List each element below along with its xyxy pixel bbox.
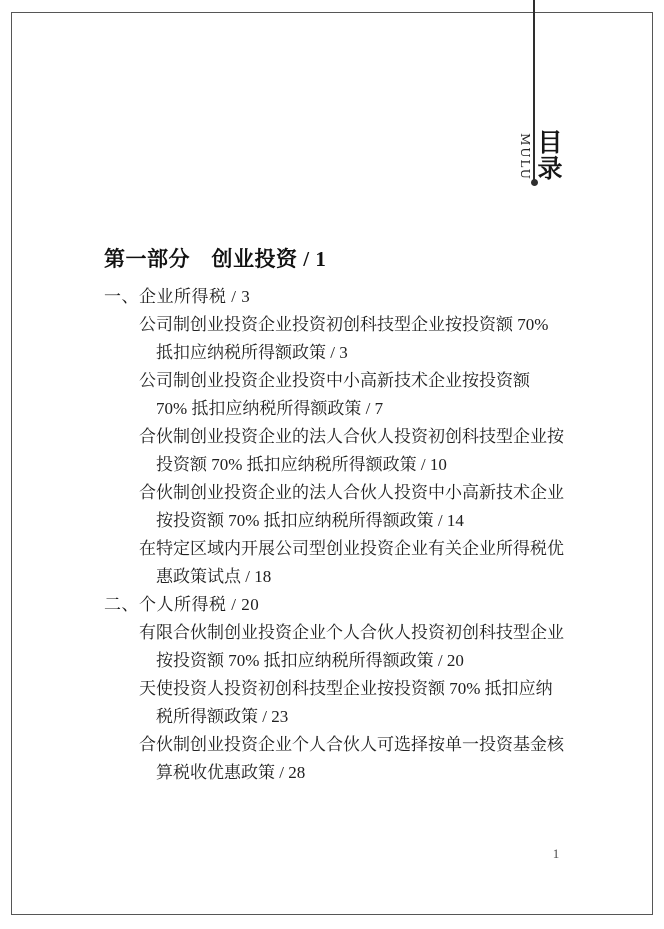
- toc-item-line: 有限合伙制创业投资企业个人合伙人投资初创科技型企业按投资额 70% 抵扣应纳税所得额政策 / 20: [139, 623, 564, 670]
- toc-item-line: 天使投资人投资初创科技型企业按投资额 70% 抵扣应纳税所得额政策 / 23: [139, 679, 553, 726]
- toc-item-line: 合伙制创业投资企业的法人合伙人投资初创科技型企业按投资额 70% 抵扣应纳税所得额政策 / 10: [139, 427, 564, 474]
- toc-title-char-1: 目: [537, 130, 563, 157]
- page-number: 1: [552, 846, 560, 861]
- toc-item-line: 合伙制创业投资企业个人合伙人可选择按单一投资基金核算税收优惠政策 / 28: [139, 735, 564, 782]
- toc-item-line: 在特定区域内开展公司型创业投资企业有关企业所得税优惠政策试点 / 18: [139, 539, 564, 586]
- toc-item-line: 合伙制创业投资企业的法人合伙人投资中小高新技术企业按投资额 70% 抵扣应纳税所得额政策 / 14: [139, 483, 564, 530]
- toc-section-line: 一、企业所得税 / 3: [104, 287, 251, 306]
- toc-item-line: 公司制创业投资企业投资初创科技型企业按投资额 70% 抵扣应纳税所得额政策 / 3: [139, 315, 549, 362]
- toc-title: [536, 131, 564, 183]
- toc-section-line: 二、个人所得税 / 20: [104, 595, 260, 614]
- header-rule-line: [533, 0, 535, 181]
- toc-body: [104, 244, 564, 787]
- toc-title-char-2: 录: [537, 156, 563, 183]
- part-heading: 第一部分 创业投资 / 1: [104, 247, 327, 271]
- toc-item-line: 公司制创业投资企业投资中小高新技术企业按投资额 70% 抵扣应纳税所得额政策 / 7: [139, 371, 530, 418]
- toc-pinyin-label: MULU: [518, 133, 532, 181]
